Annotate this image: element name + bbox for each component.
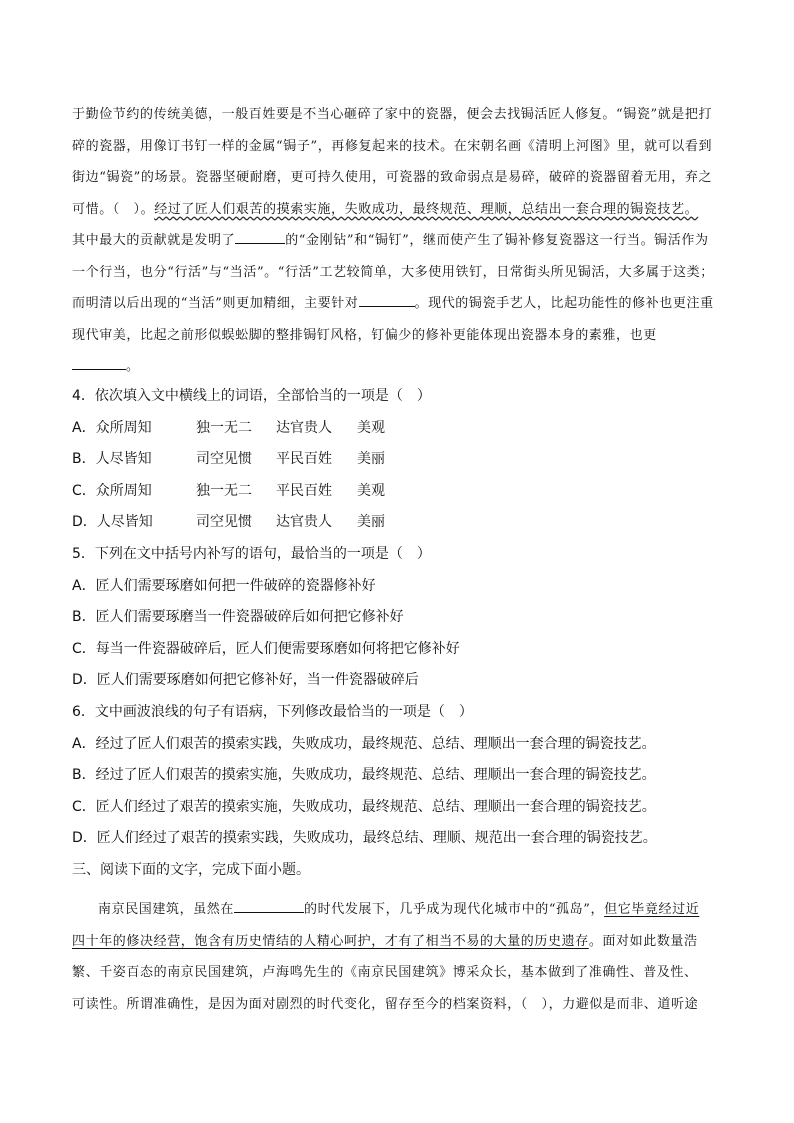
question-5-option-c: C．每当一件瓷器破碎后，匠人们便需要琢磨如何将把它修补好 — [72, 640, 460, 657]
option-row-a — [72, 413, 724, 445]
option-word-4: 美丽 — [357, 514, 385, 531]
passage-line — [72, 926, 724, 958]
fill-blank-2 — [359, 292, 415, 307]
question-5-option-b: B．匠人们需要琢磨当一件瓷器破碎后如何把它修补好 — [72, 609, 404, 626]
option-word-3: 达官贵人 — [276, 514, 332, 531]
option-word-4: 美丽 — [357, 451, 385, 468]
fill-blank-1 — [235, 229, 285, 244]
question-6-option-d: D．匠人们经过了艰苦的摸索实践，失败成功，最终总结、理顺、规范出一套合理的锔瓷技艺。 — [72, 830, 657, 847]
question-5-stem: 5．下列在文中括号内补写的语句，最恰当的一项是（ ） — [72, 545, 431, 562]
option-word-1: B．人尽皆知 — [72, 451, 152, 468]
wavy-underlined-sentence: 经过了匠人们艰苦的摸索实施，失败成功，最终规范、理顺，总结出一套合理的锔瓷技艺。 — [154, 201, 699, 217]
passage-paragraph-1 — [72, 99, 724, 383]
option-word-4: 美观 — [357, 482, 385, 499]
passage-text: 的时代发展下，几乎成为现代化城市中的“孤岛”， — [304, 902, 605, 917]
underlined-sentence: 但它毕竟经过近 — [604, 902, 700, 917]
option-word-2: 独一无二 — [196, 419, 252, 436]
passage-line: 一个行当，也分“行活”与“当活”。“行活”工艺较简单，大多使用铁钉，日常街头所见锔活，大多属于这类； — [72, 264, 714, 280]
option-word-1: C．众所周知 — [72, 482, 152, 499]
question-6-stem: 6．文中画波浪线的句子有语病，下列修改最恰当的一项是（ ） — [72, 703, 473, 720]
option-word-1: D．人尽皆知 — [72, 514, 153, 531]
question-6-option-c: C．匠人们经过了艰苦的摸索实施，失败成功，最终规范、总结、理顺出一套合理的锔瓷技艺。 — [72, 798, 656, 815]
question-6-option-a: A．经过了匠人们艰苦的摸索实践，失败成功，最终规范、总结、理顺出一套合理的锔瓷技艺。 — [72, 735, 656, 752]
passage-line — [72, 194, 724, 226]
option-word-2: 司空见惯 — [196, 514, 252, 531]
passage-paragraph-2 — [72, 894, 724, 1020]
passage-line: 现代审美，比起之前形似蜈蚣脚的整排锔钉风格，钉偏少的修补更能体现出瓷器本身的素雅，也更 — [72, 327, 657, 343]
passage-line: 于勤俭节约的传统美德，一般百姓要是不当心砸碎了家中的瓷器，便会去找锔活匠人修复。“锔瓷”就是把打 — [72, 107, 713, 122]
passage-line — [72, 894, 724, 926]
passage-text: 南京民国建筑，虽然在 — [98, 902, 235, 917]
passage-line — [72, 288, 724, 320]
passage-line: 街边“锔瓷”的场景。瓷器坚硬耐磨，更可持久使用，可瓷器的致命弱点是易碎，破碎的瓷器留着无用，弃之 — [72, 170, 713, 185]
option-word-1: A．众所周知 — [72, 419, 152, 436]
passage-line: 碎的瓷器，用像订书钉一样的金属“锔子”，再修复起来的技术。在宋朝名画《清明上河图》里，就可以看到 — [72, 138, 713, 154]
fill-blank-3 — [72, 355, 126, 370]
passage-line — [72, 225, 724, 257]
passage-text: 可惜。（ ）。 — [72, 201, 155, 217]
option-word-2: 司空见惯 — [196, 451, 252, 468]
passage-text: 。现代的锔瓷手艺人，比起功能性的修补也更注重 — [414, 296, 714, 311]
option-word-4: 美观 — [357, 419, 385, 436]
question-stem: 4．依次填入文中横线上的词语，全部恰当的一项是（ ） — [72, 388, 431, 404]
option-row-c — [72, 476, 724, 508]
question-6-option-b: B．经过了匠人们艰苦的摸索实施，失败成功，最终规范、总结、理顺出一套合理的锔瓷技艺。 — [72, 767, 656, 784]
passage-text: 的“金刚钻”和“锔钉”，继而使产生了锔补修复瓷器这一行当。锔活作为 — [285, 233, 709, 248]
option-word-2: 独一无二 — [196, 482, 252, 499]
section-heading: 三、阅读下面的文字，完成下面小题。 — [72, 861, 310, 878]
passage-text: 而明清以后出现的“当活”则更加精细，主要针对 — [72, 296, 359, 311]
option-word-3: 平民百姓 — [276, 482, 332, 499]
passage-line: 可读性。所谓准确性，是因为面对剧烈的时代变化，留存至今的档案资料，（ ），力避似是而非、道听途 — [72, 996, 699, 1012]
question-5-option-a: A．匠人们需要琢磨如何把一件破碎的瓷器修补好 — [72, 577, 376, 594]
fill-blank-4 — [234, 898, 304, 913]
question-5-option-d: D．匠人们需要琢磨如何把它修补好，当一件瓷器破碎后 — [72, 672, 419, 689]
option-word-3: 平民百姓 — [276, 451, 332, 468]
option-row-b — [72, 444, 724, 476]
passage-text: 。面对如此数量浩 — [588, 933, 698, 949]
passage-text: 其中最大的贡献就是发明了 — [72, 233, 236, 248]
option-word-3: 达官贵人 — [276, 419, 332, 436]
option-row-d — [72, 507, 724, 539]
passage-line — [72, 351, 724, 383]
question-4 — [72, 381, 724, 887]
passage-line: 繁、千姿百态的南京民国建筑，卢海鸣先生的《南京民国建筑》博采众长，基本做到了准确性、普及性、 — [72, 965, 698, 980]
underlined-sentence: 四十年的修决经营，饱含有历史情结的人精心呵护，才有了相当不易的大量的历史遗存 — [72, 933, 589, 949]
passage-text: 。 — [126, 359, 140, 374]
